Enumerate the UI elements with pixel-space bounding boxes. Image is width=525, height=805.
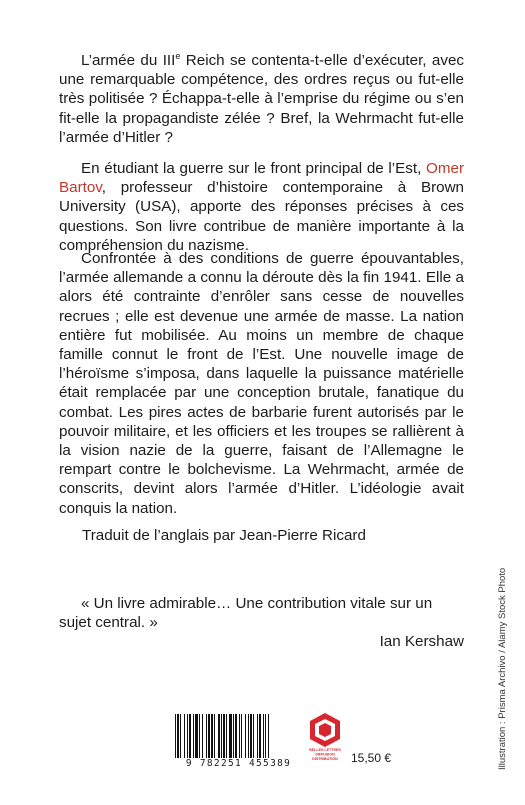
- author-name: Omer Bartov: [59, 160, 464, 197]
- barcode-bar: [229, 714, 232, 758]
- barcode-bar: [202, 714, 203, 758]
- barcode-bar: [235, 714, 237, 758]
- barcode-bar: [257, 714, 258, 758]
- barcode-bar: [195, 714, 198, 758]
- barcode-bar: [206, 714, 207, 758]
- svg-text:DIFFUSION: DIFFUSION: [315, 752, 335, 757]
- barcode-bar: [189, 714, 191, 758]
- paragraph-summary: [59, 249, 464, 518]
- barcode-bar: [180, 714, 181, 758]
- barcode-bar: [193, 714, 194, 758]
- publisher-logo: [307, 712, 343, 762]
- barcode-bar: [239, 714, 240, 758]
- paragraph-intro: [59, 51, 464, 147]
- intro-text-start: L’armée du III: [81, 52, 176, 69]
- translator-credit: Traduit de l’anglais par Jean-Pierre Ricard: [82, 527, 366, 544]
- svg-text:DISTRIBUTION: DISTRIBUTION: [312, 757, 338, 761]
- paragraph-author: [59, 159, 464, 255]
- barcode-bar: [214, 714, 215, 758]
- barcode-bar: [248, 714, 249, 758]
- barcode-bar: [177, 714, 179, 758]
- barcode-bar: [245, 714, 246, 758]
- publisher-logo-text: [307, 747, 343, 762]
- barcode-bar: [265, 714, 266, 758]
- illustration-credit: Illustration : Prisma Archivo / Alamy Stock Photo: [497, 567, 508, 770]
- review-quote: « Un livre admirable… Une contribution vitale sur un sujet central. »: [59, 595, 433, 632]
- barcode-bar: [199, 714, 200, 758]
- barcode-bar: [226, 714, 227, 758]
- barcode-bar: [253, 714, 254, 758]
- isbn-number: 9 782251 455389: [185, 758, 292, 769]
- barcode-bar: [221, 714, 222, 758]
- barcode-bar: [187, 714, 188, 758]
- barcode-bar: [241, 714, 242, 758]
- barcode-bar: [175, 714, 176, 758]
- barcode-bar: [268, 714, 269, 758]
- barcode-bar: [211, 714, 213, 758]
- barcode-bar: [184, 714, 185, 758]
- barcode-bar: [250, 714, 252, 758]
- barcode-bar: [223, 714, 225, 758]
- summary-text: Confrontée à des conditions de guerre épouvantables, l’armée allemande a connu la déroute dès la fin 1941. Elle a alors été contrainte d’enrôler sans cesse de nouvelles recrues ; elle est devenue une armée de masse. La nation entière fut mobilisée. Au moins un membre de chaque famille connut le front de l’Est. Une nouvelle image de l’héroïsme s’imposa, dans laquelle la puissance matérielle était remplacée par une conception brutale, fanatique du combat. Les pires actes de barbarie furent autorisés par le pouvoir militaire, et les officiers et les troupes se rallièrent à la vision nazie de la guerre, faisant de l’Allemagne le rempart contre le bolchevisme. La Wehrmacht, armée de conscrits, devint alors l’armée d’Hitler. L’idéologie avait conquis la nation.: [59, 250, 464, 517]
- author-text-rest: , professeur d’histoire contemporaine à Brown University (USA), apporte des réponses précises à ces questions. Son livre contribue de manière importante à la compréhension du nazisme.: [59, 179, 464, 254]
- superscript-e: e: [175, 50, 181, 61]
- isbn-barcode: [173, 714, 304, 768]
- intro-text-rest: Reich se contenta-t-elle d’exécuter, avec une remarquable compétence, des ordres reçus ou fut-elle très politisée ? Échappa-t-elle à l’emprise du régime ou s’en fit-elle la propagandiste zélée ? Bref, la Wehrmacht fut-elle l’armée d’Hitler ?: [59, 52, 464, 146]
- barcode-bar: [263, 714, 264, 758]
- barcode-bar: [259, 714, 261, 758]
- barcode-bars: [173, 714, 304, 758]
- author-text-start: En étudiant la guerre sur le front principal de l’Est,: [81, 160, 427, 177]
- svg-text:BELLES LETTRES: BELLES LETTRES: [309, 748, 341, 752]
- quote-author: Ian Kershaw: [379, 633, 464, 650]
- barcode-bar: [218, 714, 220, 758]
- barcode-bar: [208, 714, 210, 758]
- price: 15,50 €: [351, 751, 392, 765]
- barcode-bar: [233, 714, 234, 758]
